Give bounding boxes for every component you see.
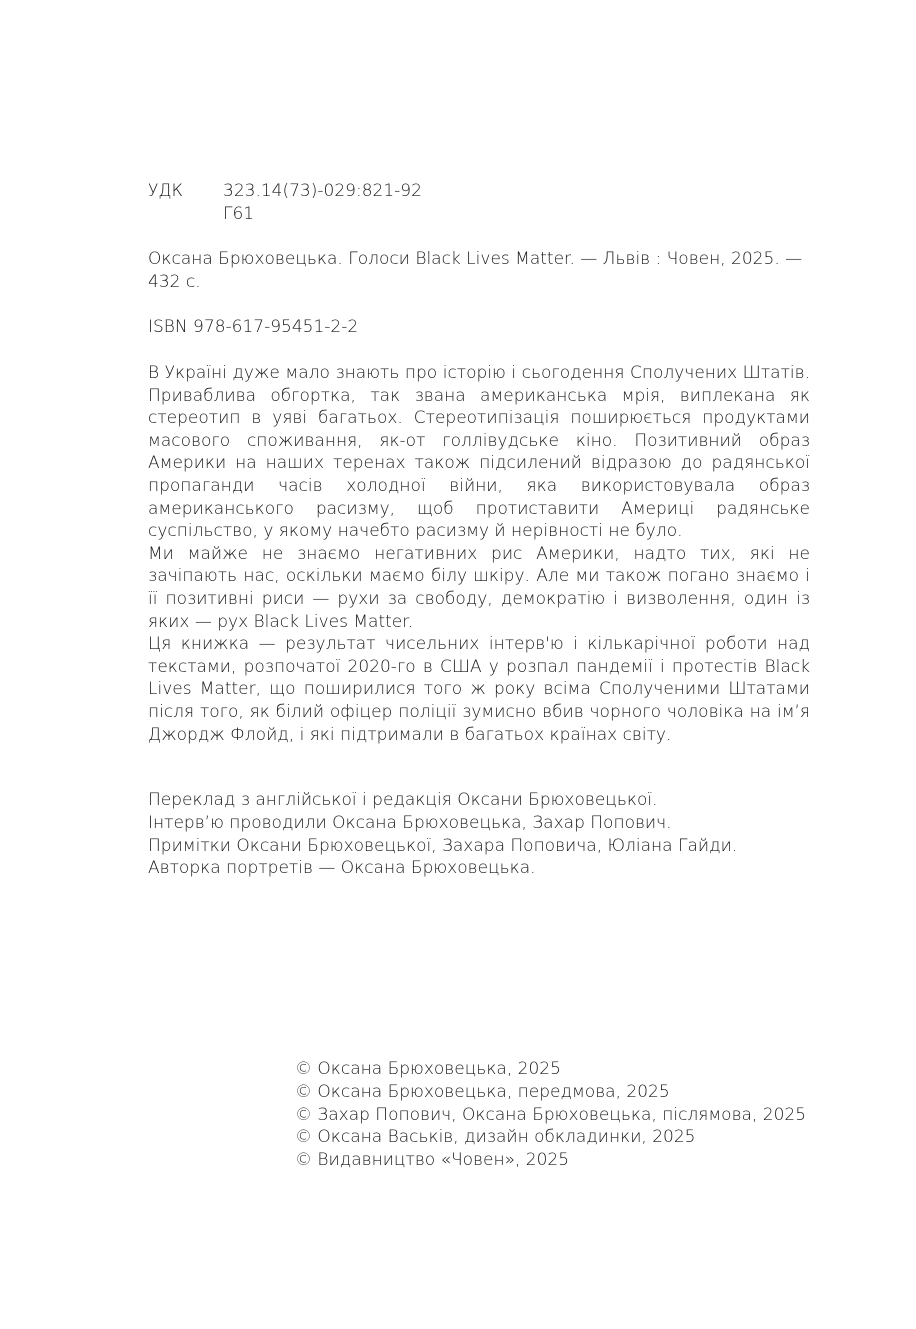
- copyright-line: © Оксана Брюховецька, 2025: [295, 1059, 561, 1079]
- credit-line: Авторка портретів — Оксана Брюховецька.: [148, 858, 536, 879]
- copyright-line: © Оксана Васьків, дизайн обкладинки, 2025: [295, 1127, 696, 1148]
- udk-row: [148, 180, 422, 203]
- credit-line: Примітки Оксани Брюховецької, Захара Поповича, Юліана Гайди.: [148, 835, 738, 856]
- copyright-line: © Захар Попович, Оксана Брюховецька, післямова, 2025: [295, 1104, 807, 1125]
- author-mark-row: [148, 203, 422, 226]
- annotation-paragraph: В Україні дуже мало знають про історію і сьогодення Сполучених Штатів. Приваблива обгортка, так звана американська мрія, виплекана як стереотип в уяві багатьох. Стереотипізація поширюється продуктами масового споживання, як-от голлівудське кіно. Позитивний образ Америки на наших теренах також підсилений відразою до радянської пропаганди часів холодної війни, яка використовувала образ американського расизму, щоб протиставити Америці радянське суспільство, у якому начебто расизму й нерівності не було.: [148, 363, 810, 542]
- copyright-line: © Видавництво «Човен», 2025: [295, 1150, 570, 1171]
- udk-label: УДК: [148, 181, 184, 201]
- annotation: [148, 362, 810, 746]
- author-mark: Г61: [223, 204, 255, 224]
- annotation-paragraph: Ця книжка — результат чисельних інтерв'ю і кількарічної роботи над текстами, розпочатої 2020-го в США у розпал пандемії і протестів Black Lives Matter, що поширилися того ж року всіма Сполученими Штатами після того, як білий офіцер поліції зумисно вбив чорного чоловіка на ім’я Джордж Флойд, і які підтримали в багатьох країнах світу.: [148, 634, 810, 745]
- bibliographic-record: Оксана Брюховецька. Голоси Black Lives Matter. — Львів : Човен, 2025. — 432 с.: [148, 249, 803, 292]
- udk-label-spacer: [148, 203, 223, 226]
- copyright-line: © Оксана Брюховецька, передмова, 2025: [295, 1081, 670, 1102]
- credits: [148, 789, 737, 880]
- udk-code: 323.14(73)-029:821-92: [223, 181, 422, 201]
- credit-line: Інтерв’ю проводили Оксана Брюховецька, Захар Попович.: [148, 812, 672, 833]
- isbn: ISBN 978-617-95451-2-2: [148, 317, 359, 337]
- udk-block: [148, 180, 422, 226]
- annotation-paragraph: Ми майже не знаємо негативних рис Америки, надто тих, які не зачіпають нас, оскільки маємо білу шкіру. Але ми також погано знаємо і її позитивні риси — рухи за свободу, демократію і визволення, один із яких — рух Black Lives Matter.: [148, 543, 810, 632]
- credit-line: Переклад з англійської і редакція Оксани Брюховецької.: [148, 790, 658, 810]
- copyright-block: [295, 1058, 806, 1172]
